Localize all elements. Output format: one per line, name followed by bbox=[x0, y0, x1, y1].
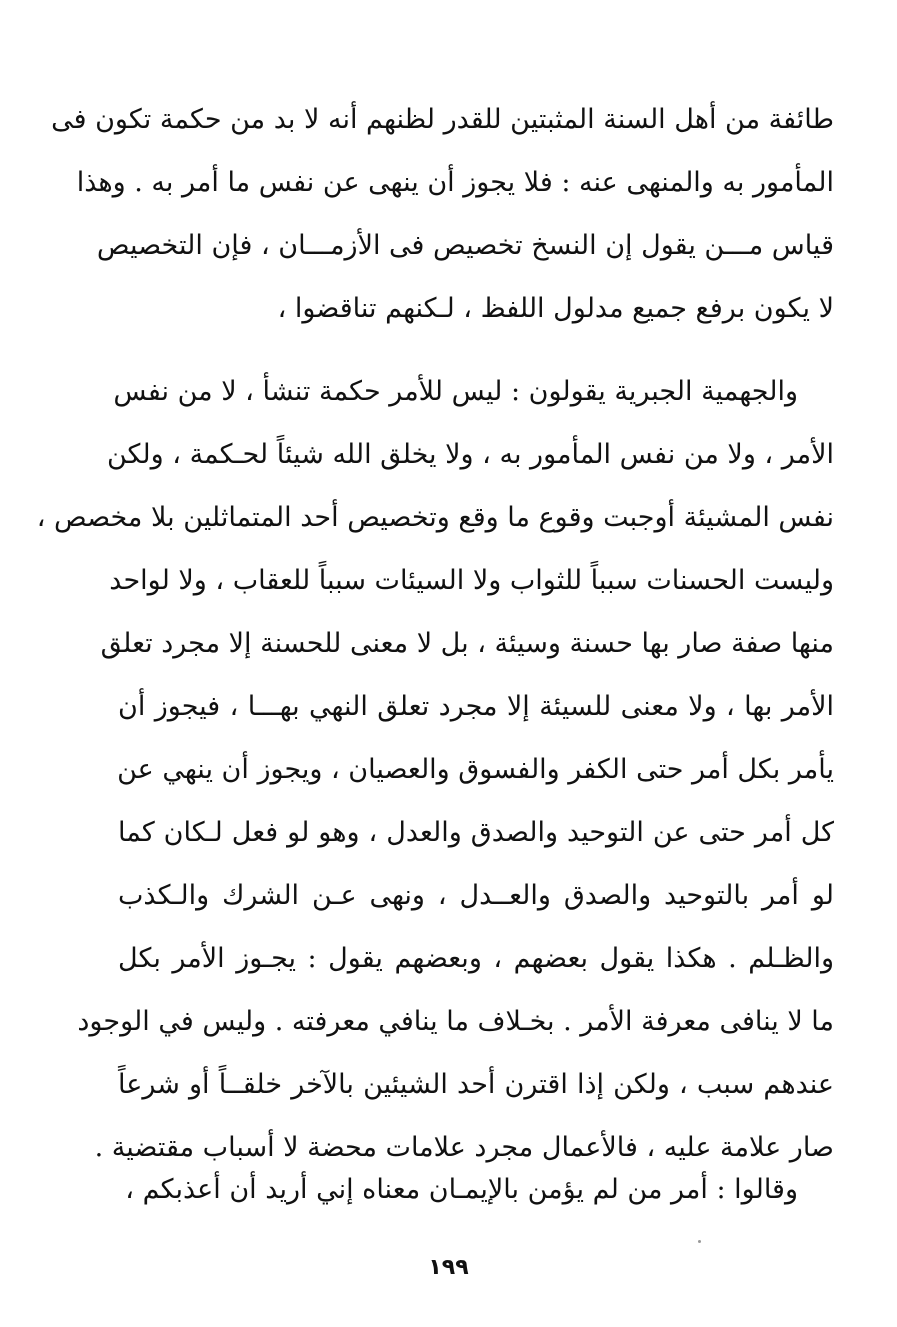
text-line: وليست الحسنات سبباً للثواب ولا السيئات سبباً للعقاب ، ولا لواحد bbox=[109, 565, 834, 596]
text-line: لو أمر بالتوحيد والصدق والعــدل ، ونهى عـن الشرك والـكذب bbox=[118, 880, 834, 911]
page-number: ١٩٩ bbox=[428, 1255, 469, 1280]
text-line: ما لا ينافى معرفة الأمر . بخـلاف ما ينافي معرفته . وليس في الوجود bbox=[77, 1006, 834, 1037]
text-line: صار علامة عليه ، فالأعمال مجرد علامات محضة لا أسباب مقتضية . bbox=[94, 1132, 834, 1163]
text-line: والظـلم . هكذا يقول بعضهم ، وبعضهم يقول : يجـوز الأمر بكل bbox=[118, 943, 834, 974]
text-line: لا يكون برفع جميع مدلول اللفظ ، لـكنهم تناقضوا ، bbox=[277, 293, 834, 324]
paragraph-2 bbox=[36, 360, 834, 1179]
paragraph-3 bbox=[118, 1158, 834, 1221]
paragraph-1 bbox=[51, 88, 834, 340]
text-line: منها صفة صار بها حسنة وسيئة ، بل لا معنى للحسنة إلا مجرد تعلق bbox=[100, 628, 834, 659]
text-line: يأمر بكل أمر حتى الكفر والفسوق والعصيان ، ويجوز أن ينهي عن bbox=[117, 754, 834, 785]
text-line: طائفة من أهل السنة المثبتين للقدر لظنهم أنه لا بد من حكمة تكون فى bbox=[51, 104, 834, 135]
scan-speck bbox=[698, 1240, 701, 1243]
text-line: الأمر بها ، ولا معنى للسيئة إلا مجرد تعلق النهي بهـــا ، فيجوز أن bbox=[118, 691, 834, 722]
text-line: عندهم سبب ، ولكن إذا اقترن أحد الشيئين بالآخر خلقــاً أو شرعاً bbox=[118, 1069, 834, 1100]
text-line: قياس مـــن يقول إن النسخ تخصيص فى الأزمـــان ، فإن التخصيص bbox=[96, 230, 834, 261]
text-line: كل أمر حتى عن التوحيد والصدق والعدل ، وهو لو فعل لـكان كما bbox=[118, 817, 834, 848]
text-line: نفس المشيئة أوجبت وقوع ما وقع وتخصيص أحد المتماثلين بلا مخصص ، bbox=[36, 502, 834, 533]
text-line: والجهمية الجبرية يقولون : ليس للأمر حكمة تنشأ ، لا من نفس bbox=[113, 376, 798, 407]
text-line: المأمور به والمنهى عنه : فلا يجوز أن ينهى عن نفس ما أمر به . وهذا bbox=[76, 167, 834, 198]
text-line: الأمر ، ولا من نفس المأمور به ، ولا يخلق الله شيئاً لحـكمة ، ولكن bbox=[106, 439, 834, 470]
text-line: وقالوا : أمر من لم يؤمن بالإيمـان معناه إني أريد أن أعذبكم ، bbox=[125, 1174, 798, 1205]
